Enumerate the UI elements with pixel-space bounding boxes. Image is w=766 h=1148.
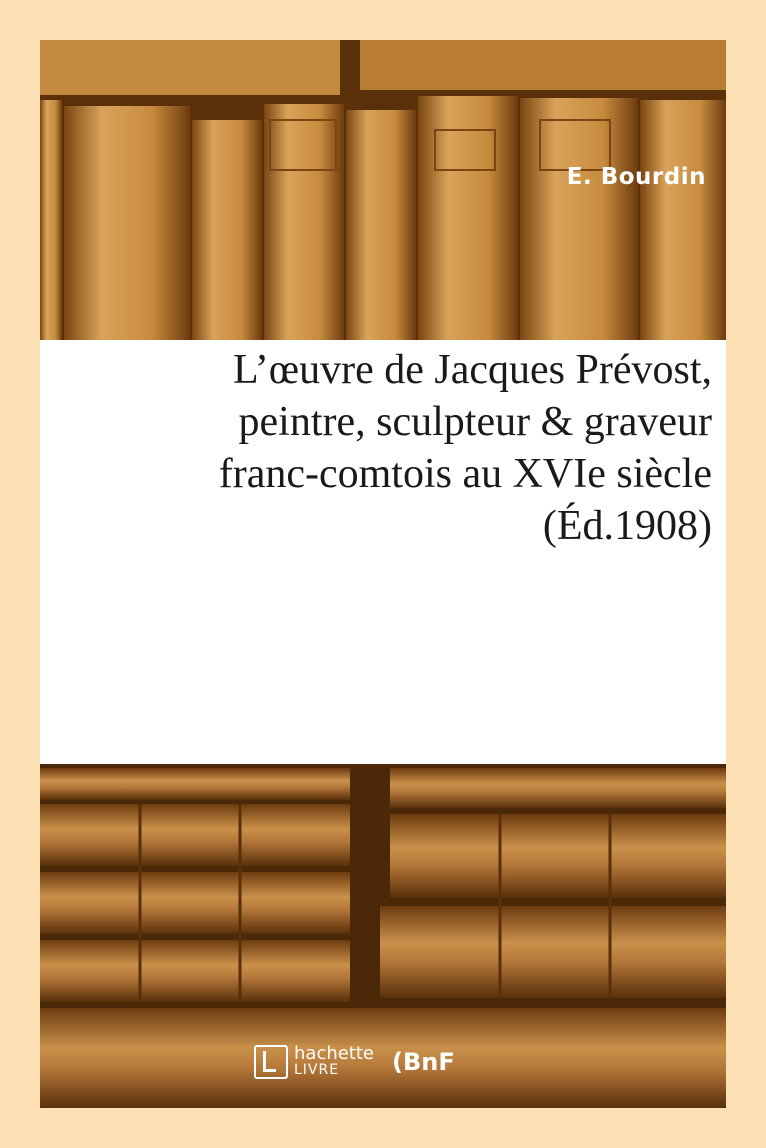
hachette-logo-icon [254, 1045, 288, 1079]
publisher-logos [254, 1045, 455, 1079]
hachette-name: hachette [294, 1043, 375, 1064]
title-line-3: franc-comtois au XVIe siècle [218, 451, 712, 497]
title-band [40, 340, 726, 764]
bnf-mark: ( [392, 1048, 403, 1076]
bnf-name: BnF [402, 1048, 455, 1076]
title-line-2: peintre, sculpteur & graveur [238, 399, 712, 445]
author-name: E. Bourdin [566, 164, 706, 190]
top-bookshelf-photo [40, 40, 726, 340]
book-title [52, 344, 712, 552]
hachette-subtitle: LIVRE [294, 1062, 340, 1078]
book-spines-illustration [40, 40, 726, 340]
title-line-1: L’œuvre de Jacques Prévost, [232, 347, 712, 393]
title-line-4: (Éd.1908) [542, 503, 712, 549]
hachette-wordmark [294, 1043, 375, 1078]
bnf-logo [392, 1048, 455, 1076]
book-cover [40, 40, 726, 1108]
